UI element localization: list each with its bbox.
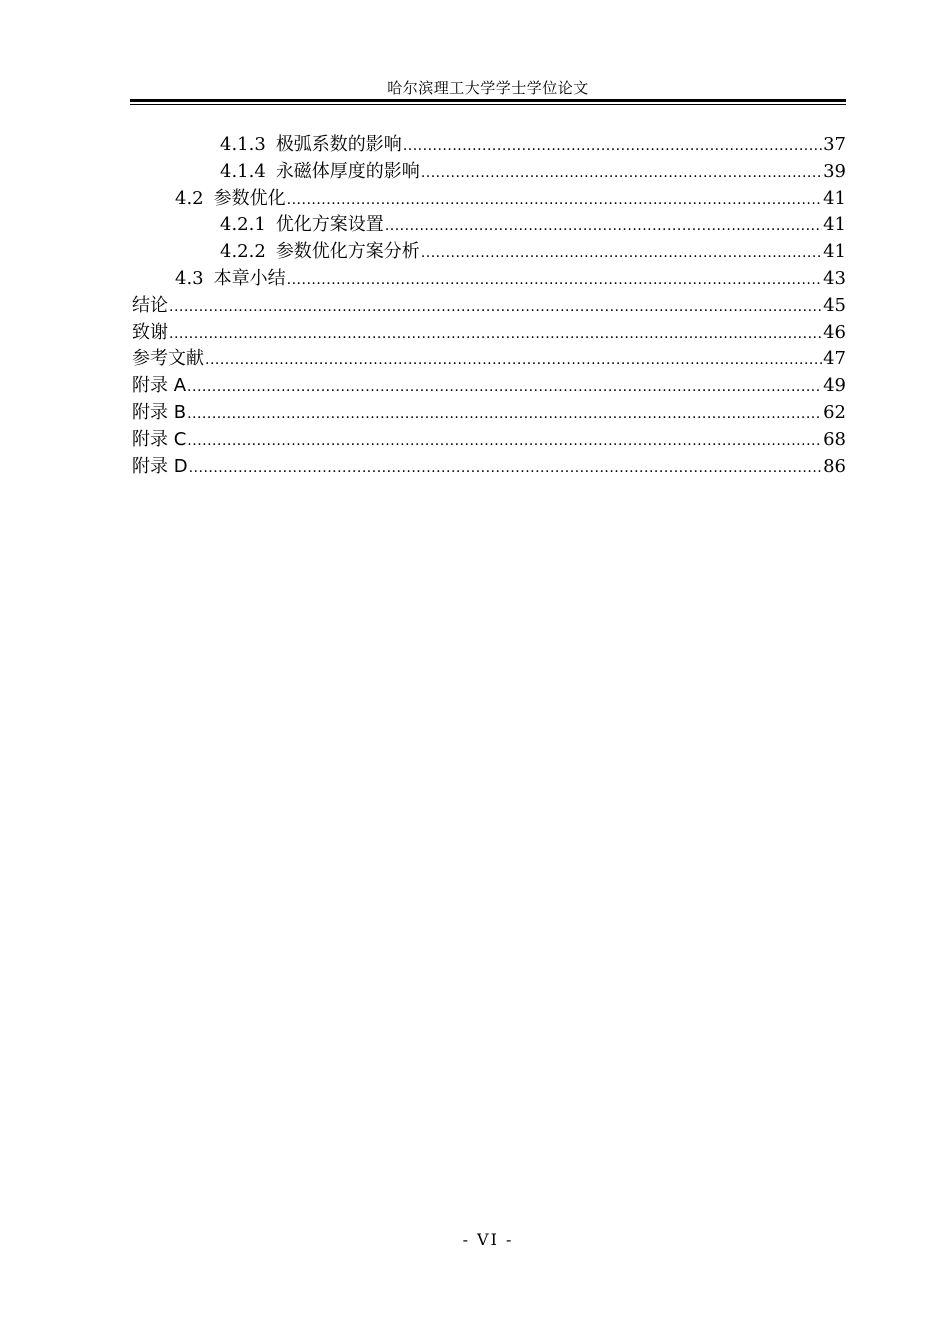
toc-entry-title: 优化方案设置	[275, 214, 384, 236]
toc-entry[interactable]	[130, 132, 846, 159]
toc-entry[interactable]	[130, 186, 846, 213]
toc-entry-title: 极弧系数的影响	[275, 134, 402, 155]
toc-entry[interactable]	[130, 346, 846, 373]
header-rule-thick	[130, 99, 846, 102]
toc-entry-title: 参数优化方案分析	[275, 241, 420, 263]
toc-leader-dots	[187, 401, 822, 427]
toc-entry[interactable]	[130, 400, 846, 427]
toc-entry-title: 结论	[132, 294, 168, 316]
toc-leader-dots	[403, 133, 822, 159]
toc-entry-page: 68	[823, 428, 846, 450]
header-rule-thin	[130, 104, 846, 105]
toc-entry[interactable]	[130, 212, 846, 239]
toc-entry-number: 4.3	[175, 267, 204, 289]
toc-entry-number: 4.2	[175, 187, 204, 209]
toc-entry-page: 47	[823, 348, 846, 370]
toc-entry-title: 附录 A	[132, 375, 187, 397]
toc-leader-dots	[169, 294, 822, 320]
toc-leader-dots	[421, 240, 822, 266]
toc-entry-page: 86	[823, 455, 846, 477]
toc-entry-number: 4.2.2	[220, 241, 266, 263]
toc-entry-page: 41	[823, 214, 846, 236]
toc-entry[interactable]	[130, 159, 846, 186]
toc-leader-dots	[187, 374, 822, 400]
toc-leader-dots	[287, 187, 822, 213]
toc-entry-title: 附录 B	[132, 401, 187, 423]
toc-entry-title: 参考文献	[132, 348, 204, 370]
toc-entry-number: 4.1.4	[220, 160, 266, 182]
page-number: - VI -	[462, 1230, 514, 1249]
toc-entry-title: 永磁体厚度的影响	[275, 160, 420, 182]
toc-entry-page: 49	[823, 375, 846, 397]
toc-entry-title: 致谢	[132, 321, 168, 343]
toc-leader-dots	[205, 347, 822, 373]
toc-leader-dots	[385, 213, 822, 239]
toc-leader-dots	[421, 160, 822, 186]
toc-entry[interactable]	[130, 373, 846, 400]
toc-leader-dots	[287, 267, 822, 293]
toc-entry-page: 41	[823, 187, 846, 209]
toc-leader-dots	[189, 455, 823, 481]
toc-entry[interactable]	[130, 320, 846, 347]
toc-entry-page: 37	[823, 134, 846, 155]
toc-entry[interactable]	[130, 239, 846, 266]
toc-entry-title: 参数优化	[213, 187, 286, 209]
toc-entry-page: 41	[823, 241, 846, 263]
toc-entry[interactable]	[130, 427, 846, 454]
toc-entry-page: 43	[823, 267, 846, 289]
page-header-title: 哈尔滨理工大学学士学位论文	[387, 79, 589, 97]
toc-entry-title: 附录 D	[132, 455, 188, 477]
toc-leader-dots	[169, 321, 822, 347]
toc-entry-page: 62	[823, 401, 846, 423]
toc-entry-page: 46	[823, 321, 846, 343]
toc-entry[interactable]	[130, 293, 846, 320]
toc-leader-dots	[187, 428, 822, 454]
table-of-contents	[130, 132, 846, 480]
toc-entry-title: 附录 C	[132, 428, 187, 450]
toc-entry-number: 4.2.1	[220, 214, 266, 236]
toc-entry[interactable]	[130, 454, 846, 481]
toc-entry-number: 4.1.3	[220, 134, 266, 155]
toc-entry-title: 本章小结	[213, 267, 286, 289]
toc-entry-page: 39	[823, 160, 846, 182]
toc-entry[interactable]	[130, 266, 846, 293]
toc-entry-page: 45	[823, 294, 846, 316]
